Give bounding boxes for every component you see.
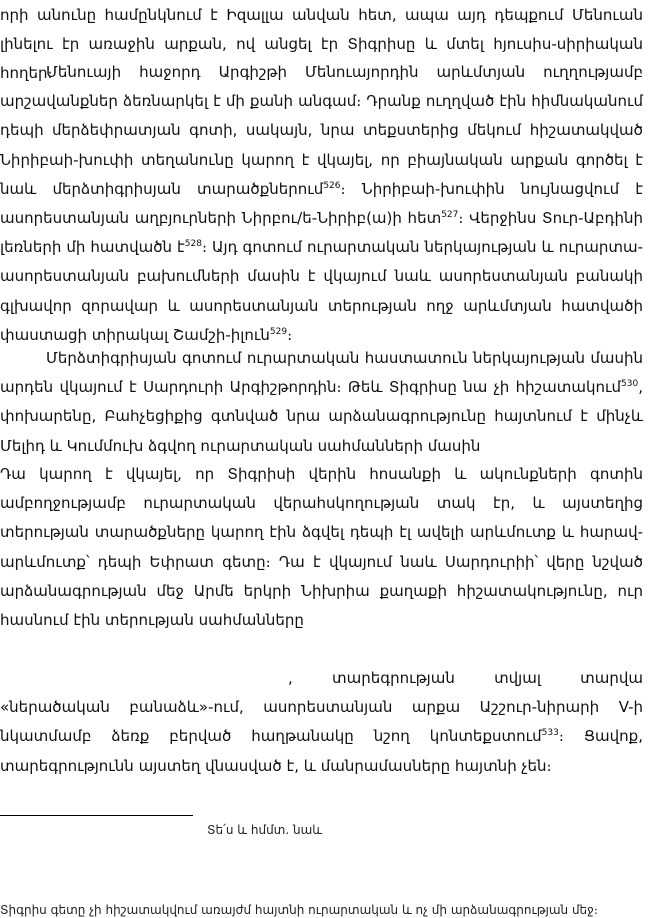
paragraph-4 — [0, 460, 643, 635]
paragraph-1-text: որի անունը համընկնում է Իզալլա անվան հետ, ապա այդ դեպքում Մենուան լինելու էր առաջին արքան, ով անցել էր Տիգրիսը և մտել հյուսիս-սիրիական հողեր։ — [0, 6, 643, 83]
paragraph-2-text-b: Նիրիբաի-խուփին նույնացվում է ասորեստանյան աղբյուրների Նիրբու/ե-Նիրիբ(ա)ի հետ — [0, 179, 643, 228]
footnote-1: Տե՛ս և հմմտ. նաև — [207, 823, 323, 837]
footnote-2: Տիգրիս գետը չի հիշատակվում առայժմ հայտնի ուրարտական և ոչ մի արձանագրության մեջ։ — [0, 903, 598, 917]
paragraph-2-text: Մենուայի հաջորդ Արգիշթի Մենուայորդին արևմտյան ուղղությամբ արշավանքներ ձեռնարկել է մի քանի անգամ։ Դրանք ուղղված էին հիմնականում դեպի մերձեփրատյան գոտի, սակայն, նրա տեքստերից մեկում հիշատակված Նիրիբաի-խուփի տեղանունը կարող է վկայել, որ բիայնական արքան գործել է նաև մերձտիգրիսյան տարածքներում — [0, 63, 643, 198]
footnote-ref-526[interactable]: 526 — [323, 180, 341, 191]
paragraph-2-end: ։ — [287, 325, 293, 344]
footnote-ref-529[interactable]: 529 — [269, 326, 288, 337]
paragraph-2: Մենուայի հաջորդ Արգիշթի Մենուայորդին արևմտյան ուղղությամբ արշավանքներ ձեռնարկել է մի քանի անգամ։ Դրանք ուղղված էին հիմնականում դեպի մերձեփրատյան գոտի, սակայն, նրա տեքստերից մեկում հիշատակված Նիրիբաի-խուփի տեղանունը կարող է վկայել, որ բիայնական արքան գործել է նաև մերձտիգրիսյան տարածքներում$^{526}$։ Նիրիբաի-խուփին նույնացվում է ասորեստանյան աղբյուրների Նիրբու/ե-Նիրիբ(ա)ի հետ$^{527}$։ Վերջինս Տուր-Աբդինի լեռների մի հատվածն է$^{528}$։ Այդ գոտում ուրարտական ներկայության և ուրարտա-ասորեստանյան բախումների մասին է վկայում նաև ասորեստանյան բանակի գլխավոր զորավար և ասորեստանյան տերության ողջ արևմտյան հատվածի փաստացի տիրակալ Շամշի-իլուն$^{529}$։ — [0, 63, 643, 344]
paragraph-3-text-b: փոխարենը, Բահչեցիքից գտնված նրա արձանագրությունը հայտնում է մինչև Մելիդ և Կումմուխ ձգվող ուրարտական սահմանների մասին — [0, 407, 643, 455]
footnote-ref-527[interactable]: 527 — [441, 210, 459, 221]
paragraph-5-text: , տարեգրության տվյալ տարվա «ներածական բանաձև»-ում, ասորեստանյան արքա Աշշուր-նիրարի V-ի նկատմամբ ձեռք բերված հաղթանակը նշող կոնտեքստում — [0, 669, 643, 746]
paragraph-2-text-c: Վերջինս Տուր-Աբդինի լեռների մի հատվածն է — [0, 209, 643, 257]
paragraph-5-text-b: Ցավոք, տարեգրությունն այստեղ վնասված է, և մանրամասները հայտնի չեն։ — [0, 727, 643, 775]
paragraph-3: Մերձտիգրիսյան գոտում ուրարտական հաստատուն ներկայության մասին արդեն վկայում է Սարդուրի Արգիշթորդին։ Թեև Տիգրիսը նա չի հիշատակում$^{530}$, փոխարենը, Բահչեցիքից գտնված նրա արձանագրությունը հայտնում է մինչև Մելիդ և Կումմուխ ձգվող ուրարտական սահմանների մասին — [0, 349, 643, 455]
footnote-ref-528[interactable]: 528 — [184, 239, 202, 250]
paragraph-3-text: Մերձտիգրիսյան գոտում ուրարտական հաստատուն ներկայության մասին արդեն վկայում է Սարդուրի Արգիշթորդին։ Թեև Տիգրիսը նա չի հիշատակում — [0, 349, 643, 397]
footnote-ref-533[interactable]: 533 — [541, 728, 559, 739]
paragraph-5: , տարեգրության տվյալ տարվա «ներածական բանաձև»-ում, ասորեստանյան արքա Աշշուր-նիրարի V-ի նկատմամբ ձեռք բերված հաղթանակը նշող կոնտեքստում$^{533}$։ Ցավոք, տարեգրությունն այստեղ վնասված է, և մանրամասները հայտնի չեն։ — [0, 669, 643, 775]
paragraph-4-text: Դա կարող է վկայել, որ Տիգրիսի վերին հոսանքի և ակունքների գոտին ամբողջությամբ ուրարտական վերահսկողության տակ էր, և այստեղից տերության տարածքները կարող էին ձգվել դեպի էլ ավելի արևմուտք և հարավ-արևմուտք՝ դեպի Եփրատ գետը։ Դա է վկայում նաև Սարդուրիի՝ վերը նշված արձանագրության մեջ Արմե երկրի Նիխրիա քաղաքի հիշատակությունը, ուր հասնում էին տերության սահմանները — [0, 465, 643, 630]
footnote-ref-530[interactable]: 530 — [621, 379, 639, 390]
paragraph-2-text-d: Այդ գոտում ուրարտական ներկայության և ուրարտա-ասորեստանյան բախումների մասին է վկայում նաև ասորեստանյան բանակի գլխավոր զորավար և ասորեստանյան տերության ողջ արևմտյան հատվածի փաստացի տիրակալ Շամշի-իլուն — [0, 238, 643, 344]
footnote-separator — [0, 815, 193, 816]
